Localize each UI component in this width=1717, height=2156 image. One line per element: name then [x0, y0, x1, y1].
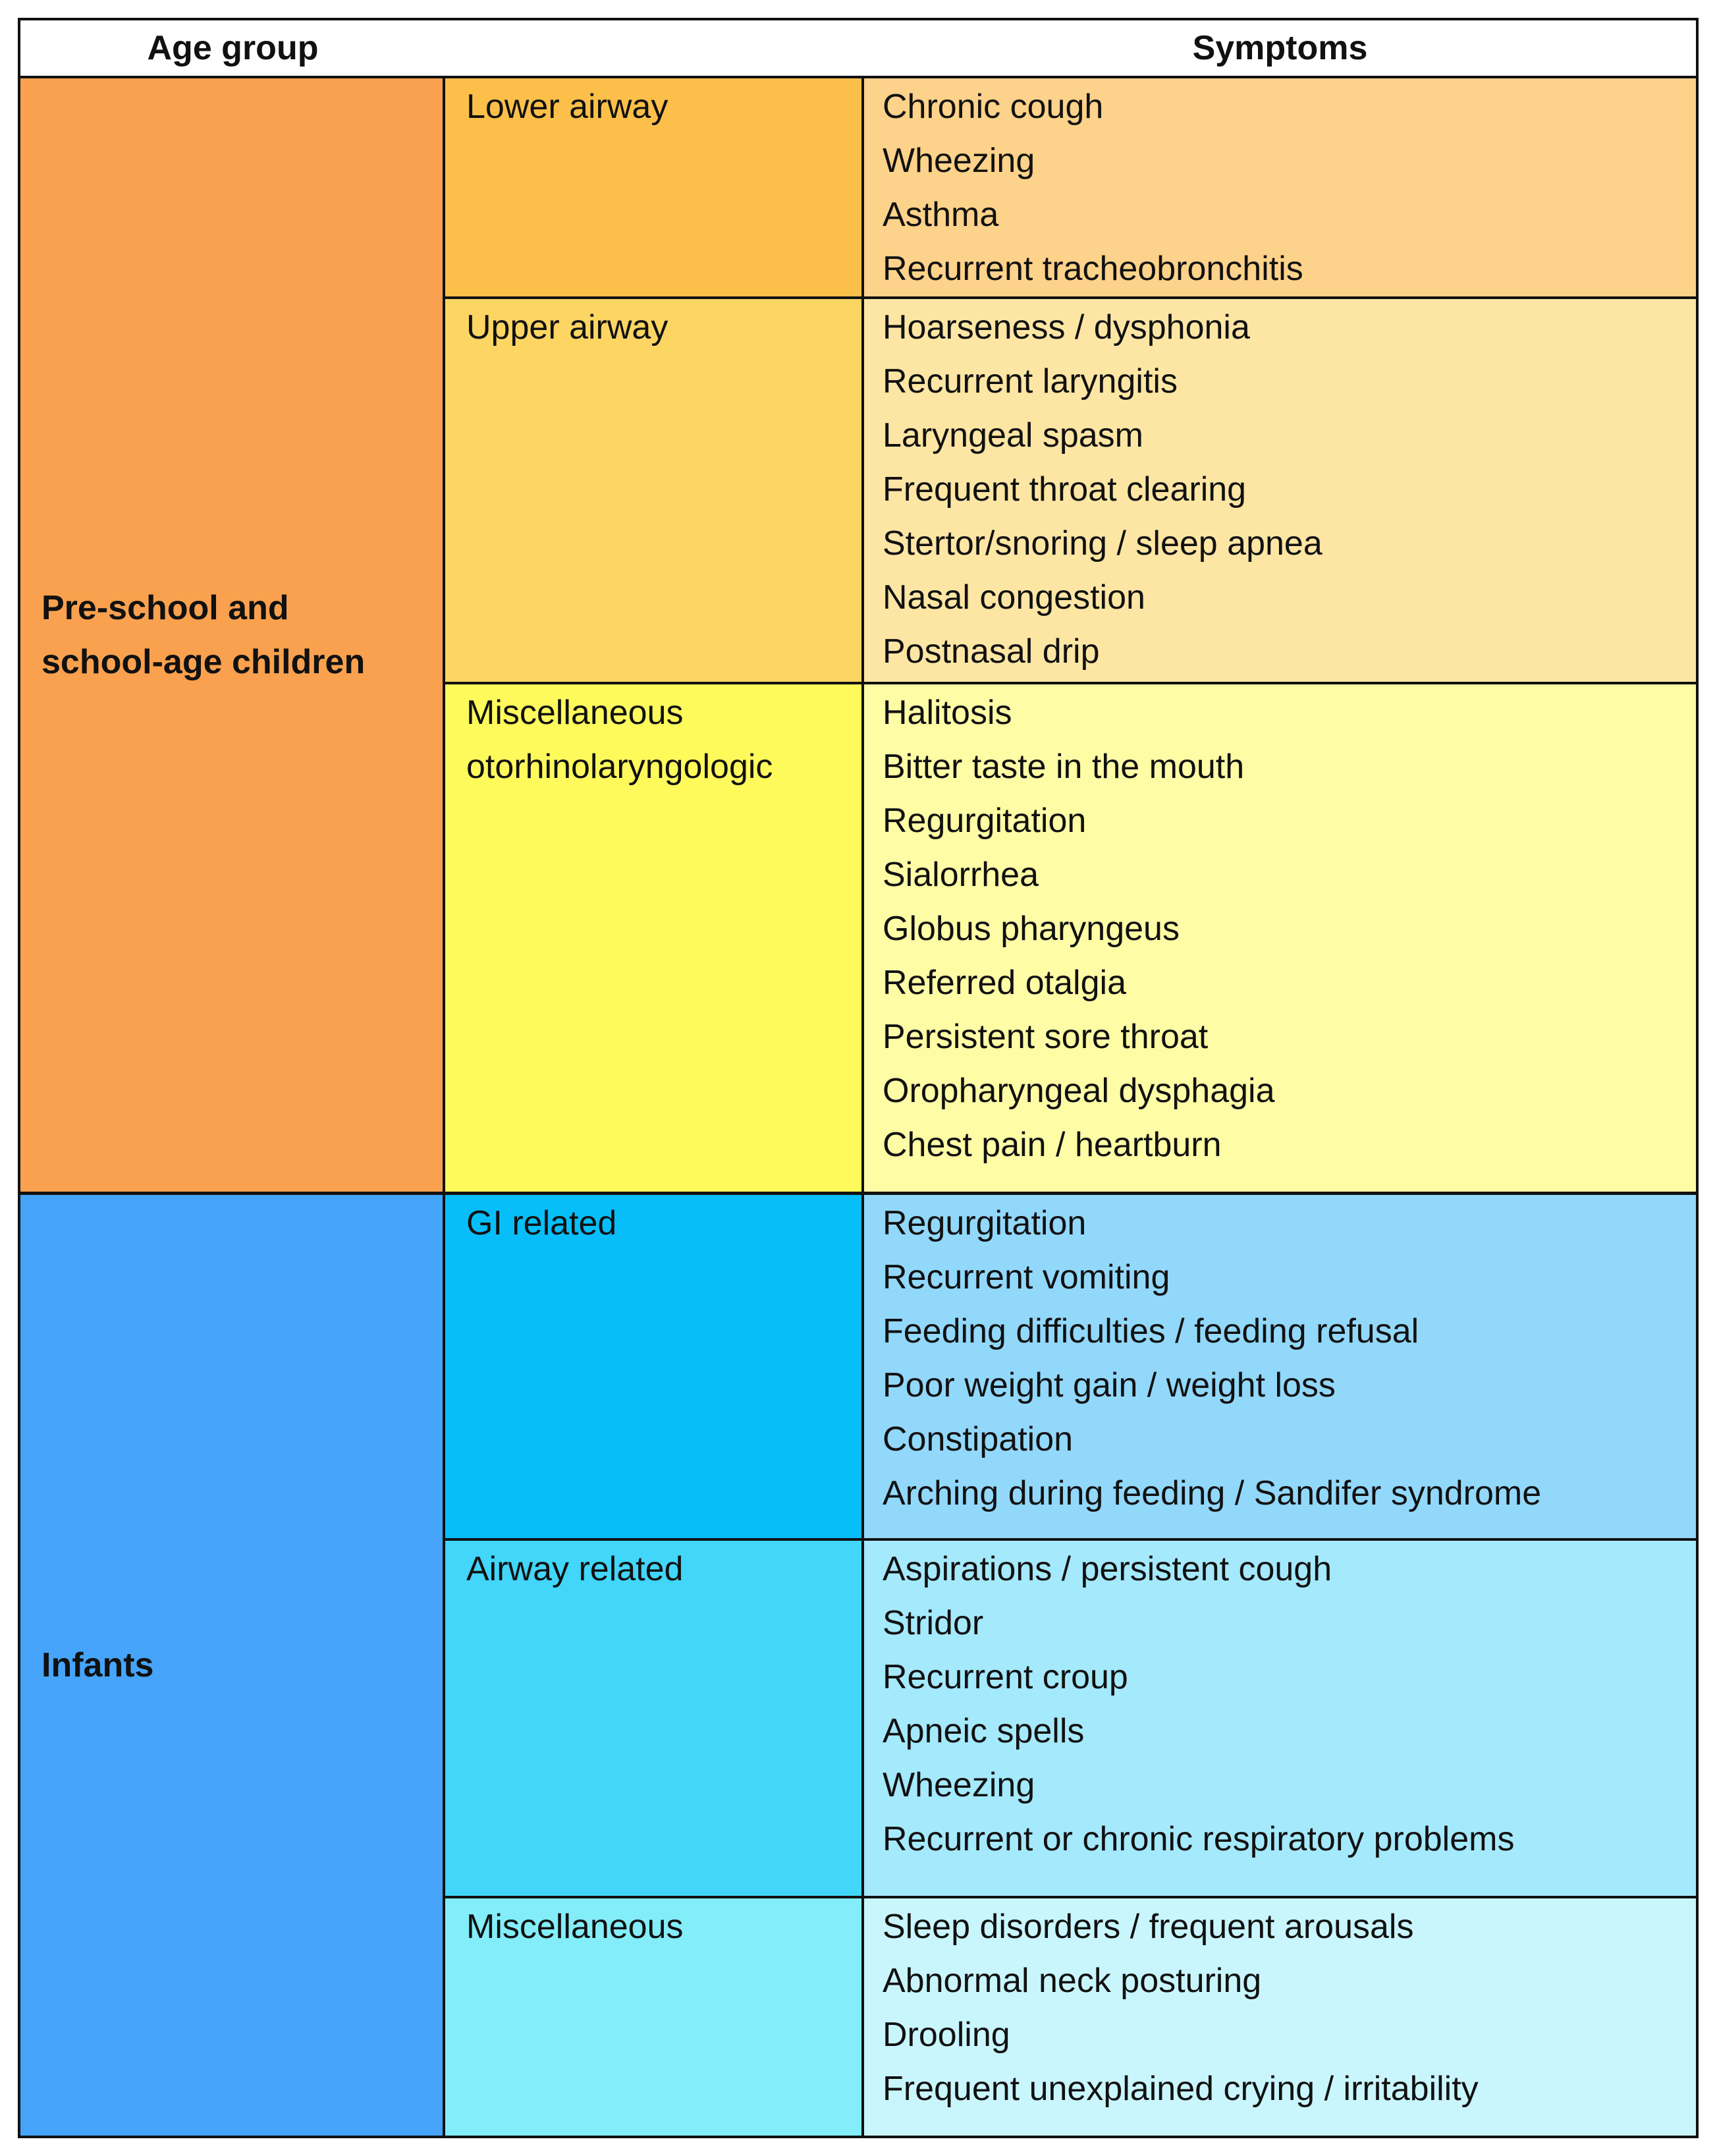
age-group-label: Pre-school and school-age children: [41, 589, 366, 681]
symptom-list-upper-airway: [864, 299, 1696, 684]
symptom-list-miscellaneous: [864, 1898, 1696, 2136]
symptom-item: Recurrent croup: [883, 1658, 1128, 1696]
symptom-item: Wheezing: [883, 142, 1035, 180]
symptom-item: Persistent sore throat: [883, 1018, 1209, 1056]
symptom-item: Constipation: [883, 1420, 1074, 1458]
symptom-item: Recurrent vomiting: [883, 1258, 1170, 1296]
symptom-item: Referred otalgia: [883, 964, 1126, 1002]
symptom-item: Hoarseness / dysphonia: [883, 308, 1250, 346]
symptom-item: Stertor/snoring / sleep apnea: [883, 524, 1322, 563]
symptom-item: Chronic cough: [883, 88, 1104, 126]
symptom-item: Aspirations / persistent cough: [883, 1550, 1332, 1588]
header-symptoms: Symptoms: [445, 20, 1696, 78]
symptom-item: Laryngeal spasm: [883, 416, 1143, 455]
symptom-item: Sialorrhea: [883, 856, 1039, 894]
symptom-item: Sleep disorders / frequent arousals: [883, 1908, 1414, 1946]
symptom-item: Bitter taste in the mouth: [883, 748, 1245, 786]
symptom-item: Drooling: [883, 2016, 1010, 2054]
symptom-item: Feeding difficulties / feeding refusal: [883, 1312, 1419, 1350]
symptom-item: Frequent throat clearing: [883, 470, 1247, 509]
symptom-item: Oropharyngeal dysphagia: [883, 1072, 1275, 1110]
category-gi-related: GI related: [445, 1195, 864, 1541]
symptom-item: Abnormal neck posturing: [883, 1962, 1262, 2000]
symptom-item: Stridor: [883, 1604, 984, 1642]
category-lower-airway: Lower airway: [445, 78, 864, 299]
symptom-item: Wheezing: [883, 1766, 1035, 1804]
symptoms-table: [18, 18, 1699, 2138]
symptom-item: Asthma: [883, 196, 999, 234]
symptom-item: Globus pharyngeus: [883, 910, 1180, 948]
symptom-item: Halitosis: [883, 694, 1012, 732]
symptom-item: Regurgitation: [883, 1204, 1087, 1242]
symptom-item: Chest pain / heartburn: [883, 1126, 1222, 1164]
symptom-item: Poor weight gain / weight loss: [883, 1366, 1336, 1404]
header-age-group: Age group: [20, 20, 445, 78]
category-upper-airway: Upper airway: [445, 299, 864, 684]
symptom-item: Recurrent laryngitis: [883, 362, 1178, 401]
symptom-item: Nasal congestion: [883, 578, 1145, 617]
age-group-infants: [20, 1195, 445, 2136]
symptom-item: Recurrent or chronic respiratory problems: [883, 1820, 1515, 1858]
category-airway-related: Airway related: [445, 1541, 864, 1898]
symptom-item: Apneic spells: [883, 1712, 1085, 1750]
symptom-list-misc-otorhinolaryngologic: [864, 684, 1696, 1195]
symptom-list-lower-airway: [864, 78, 1696, 299]
symptom-list-airway-related: [864, 1541, 1696, 1898]
symptom-item: Arching during feeding / Sandifer syndrome: [883, 1474, 1542, 1512]
symptom-item: Postnasal drip: [883, 632, 1100, 671]
category-miscellaneous: Miscellaneous: [445, 1898, 864, 2136]
symptom-item: Recurrent tracheobronchitis: [883, 250, 1303, 288]
age-group-preschool: [20, 78, 445, 1195]
symptom-item: Frequent unexplained crying / irritability: [883, 2070, 1479, 2108]
symptom-list-gi-related: [864, 1195, 1696, 1541]
category-misc-otorhinolaryngologic: Miscellaneous otorhinolaryngologic: [445, 684, 864, 1195]
age-group-label: Infants: [41, 1646, 154, 1684]
symptom-item: Regurgitation: [883, 802, 1087, 840]
